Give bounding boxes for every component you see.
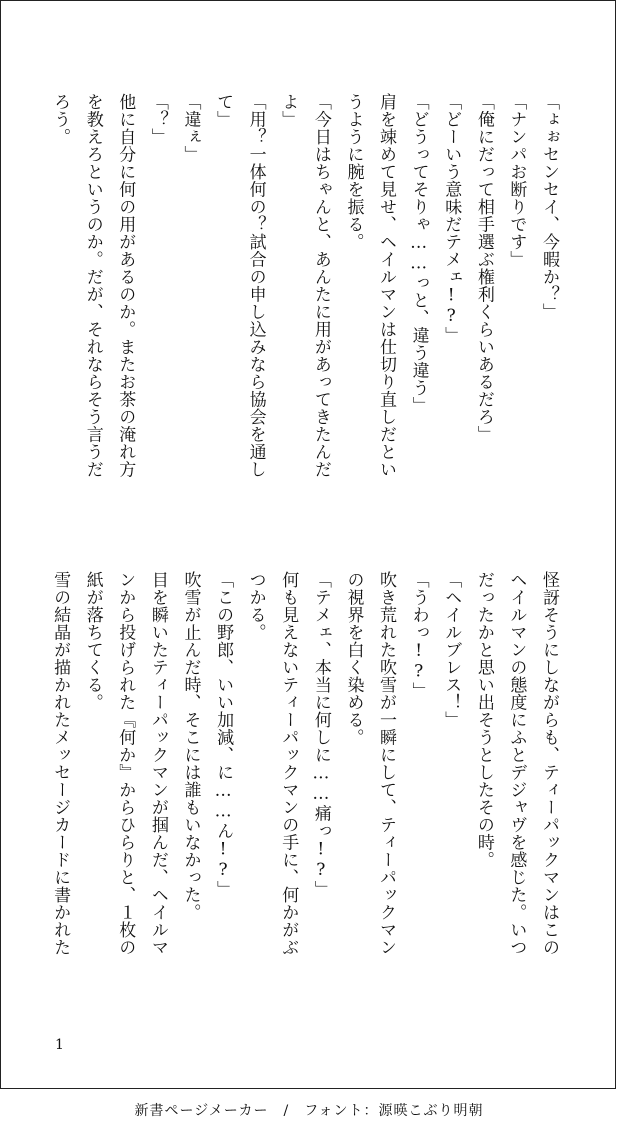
text-line: 目を瞬いたティーパックマンが掴んだ、ヘイルマ: [147, 571, 168, 956]
text-line: 「この野郎、いい加減、に……ん!?」: [213, 571, 234, 898]
text-line: 雪の結晶が描かれたメッセージカードに書かれた: [50, 571, 71, 956]
text-line: 「どーいう意味だテメェ!?」: [441, 93, 462, 344]
text-line: 「ヘイルブレス！」: [441, 571, 462, 729]
text-line: ろう。: [50, 93, 71, 146]
text-line: 「用？一体何の？試合の申し込みなら協会を通し: [245, 93, 266, 478]
text-line: 「ナンパお断りです」: [506, 93, 527, 268]
text-line: 何も見えないティーパックマンの手に、何かがぶ: [278, 571, 299, 956]
text-line: 「どうってそりゃ……っと、違う違う」: [408, 93, 429, 414]
text-line: 「ょぉセンセイ、今暇か？」: [539, 93, 559, 321]
text-line: 「うわっ!?」: [408, 571, 429, 700]
text-line: だったかと思い出そうとしたその時。: [473, 571, 494, 869]
text-line: 「違ぇ」: [180, 93, 201, 163]
text-line: て」: [213, 93, 234, 128]
text-line: 紙が落ちてくる。: [82, 571, 103, 711]
text-line: 「？」: [147, 93, 168, 146]
footer-credit: 新書ページメーカー / フォント：源暎こぶり明朝: [134, 1103, 484, 1119]
text-line: ヘイルマンの態度にふとデジャヴを感じた。いつ: [506, 571, 527, 956]
text-line: 怪訝そうにしながらも、ティーパックマンはこの: [539, 571, 559, 956]
text-line: の視界を白く染める。: [343, 571, 364, 746]
text-line: 吹雪が止んだ時、そこには誰もいなかった。: [180, 571, 201, 921]
text-line: 吹き荒れた吹雪が一瞬にして、ティーパックマン: [376, 571, 397, 956]
page-number: 1: [55, 1037, 64, 1053]
text-block-upper: [47, 93, 565, 523]
text-line: 「今日はちゃんと、あんたに用があってきたんだ: [310, 93, 331, 478]
text-line: よ」: [278, 93, 299, 128]
text-block-lower: [47, 571, 565, 991]
text-line: つかる。: [245, 571, 266, 641]
text-line: ンから投げられた『何か』からひらりと、１枚の: [115, 571, 136, 956]
text-line: 他に自分に何の用があるのか。またお茶の淹れ方: [115, 93, 136, 478]
text-line: うように腕を振る。: [343, 93, 364, 251]
text-line: 肩を竦めて見せ、ヘイルマンは仕切り直しだとい: [376, 93, 397, 478]
text-line: 「俺にだって相手選ぶ権利くらいあるだろ」: [473, 93, 494, 443]
text-line: を教えろというのか。だが、それならそう言うだ: [82, 93, 103, 478]
text-line: 「テメェ、本当に何しに……痛っ!?」: [310, 571, 331, 898]
